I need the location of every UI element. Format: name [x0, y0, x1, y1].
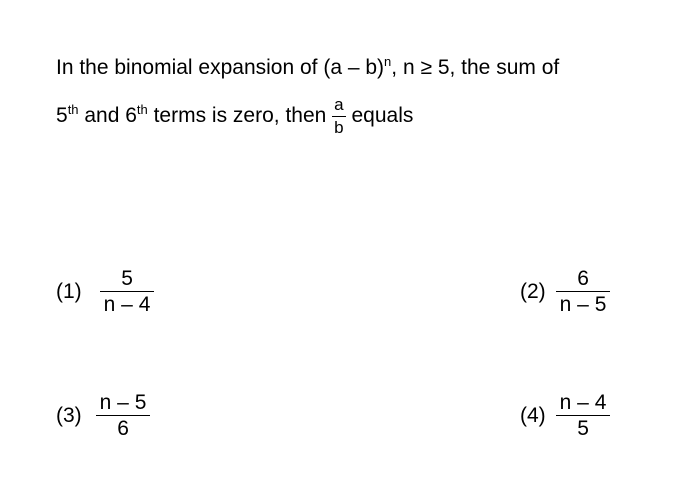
option-label: (2)	[520, 279, 546, 303]
ordinal-suffix-th-2: th	[136, 102, 148, 118]
option-denominator: 6	[117, 417, 129, 440]
option-numerator: n – 5	[99, 391, 147, 414]
fraction-bar	[556, 415, 611, 416]
option-numerator: 6	[577, 267, 589, 290]
option-1[interactable]	[56, 267, 154, 316]
fraction-bar	[556, 291, 611, 292]
fraction-bar	[96, 415, 151, 416]
option-fraction	[96, 391, 151, 440]
ordinal-5: 5	[56, 104, 68, 128]
option-numerator: n – 4	[559, 391, 607, 414]
fraction-bar	[100, 291, 155, 292]
option-2[interactable]	[520, 267, 610, 316]
option-denominator: 5	[577, 417, 589, 440]
question-line-1	[56, 54, 559, 84]
option-denominator: n – 4	[103, 293, 151, 316]
fraction-numerator: a	[334, 95, 344, 114]
fraction-bar	[332, 116, 345, 117]
ordinal-suffix-th: th	[67, 102, 79, 118]
option-label: (1)	[56, 279, 82, 303]
option-fraction	[556, 391, 611, 440]
option-numerator: 5	[121, 267, 133, 290]
question-text-suffix: , n ≥ 5, the sum of	[391, 56, 560, 79]
option-4[interactable]	[520, 391, 610, 440]
option-3[interactable]	[56, 391, 150, 440]
fraction-denominator: b	[334, 118, 344, 137]
option-label: (4)	[520, 403, 546, 427]
question-line-2	[56, 95, 413, 138]
option-denominator: n – 5	[559, 293, 607, 316]
ordinal-6: and 6	[78, 104, 137, 128]
exponent-n: n	[384, 54, 392, 69]
option-fraction	[100, 267, 155, 316]
option-fraction	[556, 267, 611, 316]
question-text-middle: terms is zero, then	[147, 104, 333, 128]
question-text-end: equals	[345, 104, 414, 128]
option-label: (3)	[56, 403, 82, 427]
question-text-prefix: In the binomial expansion of (a – b)	[56, 56, 385, 79]
fraction-a-over-b	[332, 95, 345, 138]
